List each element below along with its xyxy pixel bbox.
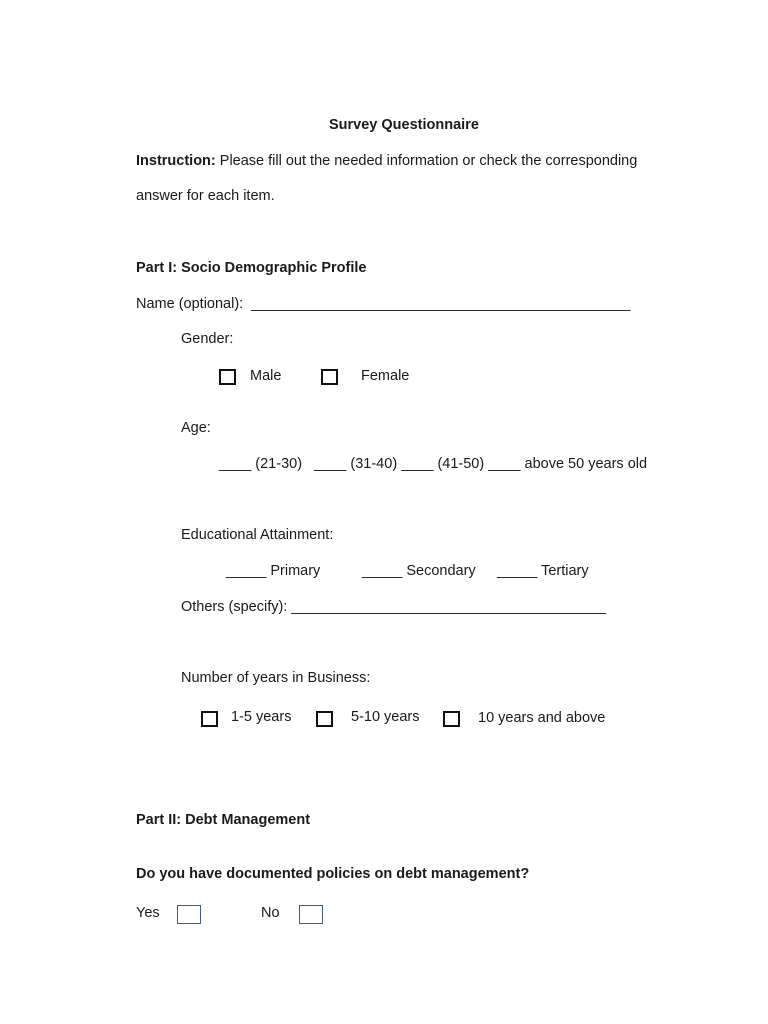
gender-label: Gender:	[181, 331, 234, 347]
age-options[interactable]: ____ (21-30) ____ (31-40) ____ (41-50) ____ above 50 years old	[219, 456, 648, 472]
age-label: Age:	[181, 420, 211, 436]
name-field[interactable]: Name (optional): _______________________________________________	[136, 296, 631, 312]
instruction-label: Instruction:	[136, 153, 216, 169]
instruction-text: Please fill out the needed information or check the corresponding	[215, 153, 638, 169]
no-checkbox[interactable]	[299, 905, 323, 924]
instruction-line-2: answer for each item.	[136, 188, 275, 204]
education-others-field[interactable]: Others (specify): _______________________________________	[181, 599, 606, 615]
part2-heading: Part II: Debt Management	[136, 812, 311, 828]
part1-heading: Part I: Socio Demographic Profile	[136, 260, 367, 276]
years-10-plus-checkbox[interactable]	[443, 711, 460, 727]
instruction-line-1	[136, 152, 637, 170]
no-label: No	[261, 905, 280, 921]
male-label: Male	[250, 368, 282, 384]
male-checkbox[interactable]	[219, 369, 236, 385]
debt-policy-question: Do you have documented policies on debt management?	[136, 866, 530, 882]
yes-label: Yes	[136, 905, 160, 921]
business-years-label: Number of years in Business:	[181, 670, 371, 686]
page-title: Survey Questionnaire	[329, 117, 479, 133]
yes-checkbox[interactable]	[177, 905, 201, 924]
education-option-tertiary[interactable]: _____ Tertiary	[497, 563, 589, 579]
years-5-10-label: 5-10 years	[351, 709, 420, 725]
years-1-5-checkbox[interactable]	[201, 711, 218, 727]
female-checkbox[interactable]	[321, 369, 338, 385]
education-option-primary[interactable]: _____ Primary	[226, 563, 321, 579]
female-label: Female	[361, 368, 410, 384]
years-5-10-checkbox[interactable]	[316, 711, 333, 727]
education-label: Educational Attainment:	[181, 527, 334, 543]
years-1-5-label: 1-5 years	[231, 709, 292, 725]
years-10-plus-label: 10 years and above	[478, 710, 606, 726]
education-option-secondary[interactable]: _____ Secondary	[362, 563, 476, 579]
